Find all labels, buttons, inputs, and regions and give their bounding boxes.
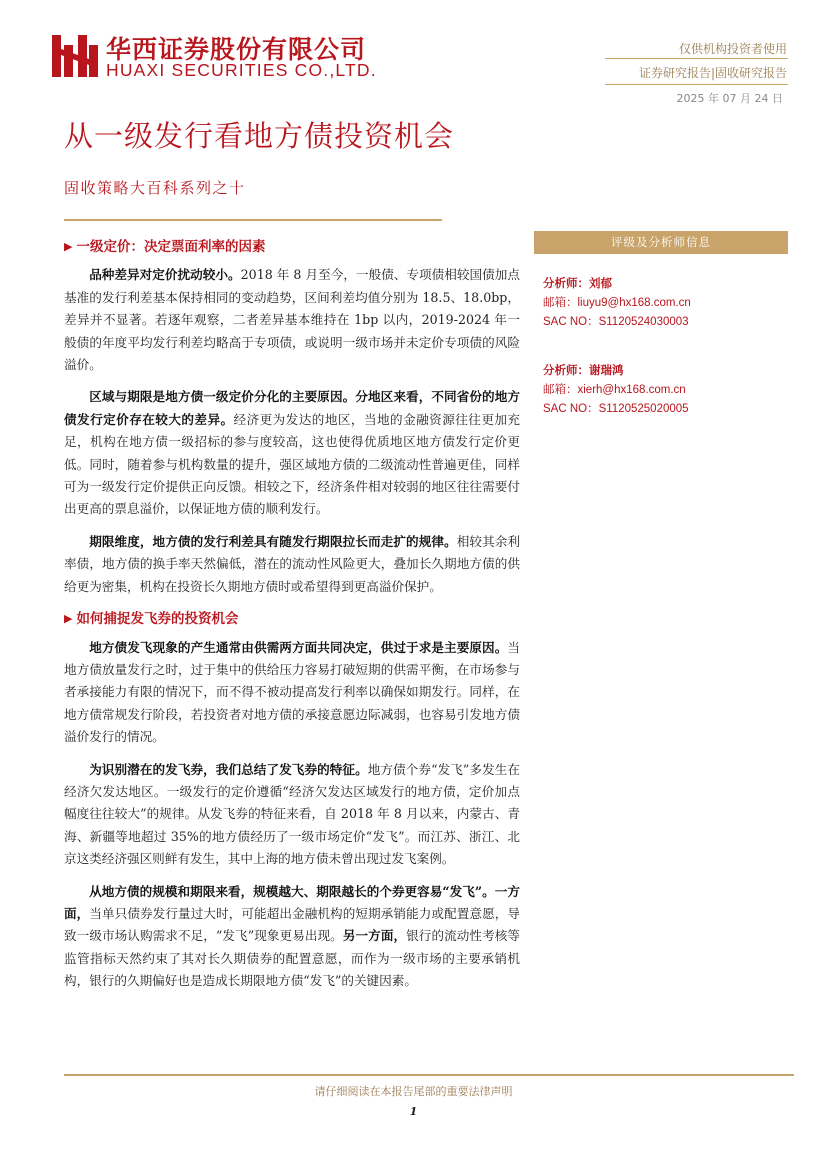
- usage-note: 仅供机构投资者使用: [678, 42, 787, 56]
- section-heading: [64, 236, 520, 258]
- analyst-sac: SAC NO：S1120525020005: [543, 403, 689, 415]
- triangle-right-icon: ▶: [64, 240, 73, 253]
- paragraph-lead: 区域与期限是地方债一级定价分化的主要原因。分地区来看，不同省份的地方债发行定价存在较大的差异。: [64, 389, 520, 427]
- paragraph: [64, 881, 520, 993]
- report-subtitle: 固收策略大百科系列之十: [64, 179, 246, 197]
- company-name-en: HUAXI SECURITIES CO.,LTD.: [106, 60, 377, 80]
- paragraph-text: 2018 年 8 月至今，一般债、专项债相较国债加点基准的发行利差基本保持相同的变动趋势，区间利差均值分别为 18.5、18.0bp，差异并不显著。若逐年观察，二者差异基本维持在 1bp 以内，2019-2024 年一般债的年度平均发行利差均略高于专项债，或说明一级市场并未定价专项债的风险溢价。: [64, 267, 521, 373]
- main-content: [64, 236, 520, 1003]
- section-heading-text: 如何捕捉发飞券的投资机会: [76, 611, 239, 628]
- triangle-right-icon: ▶: [64, 612, 73, 626]
- email-link[interactable]: liuyu9@hx168.com.cn: [577, 297, 691, 309]
- paragraph: [64, 531, 520, 598]
- paragraph-text: 当单只债券发行量过大时，可能超出金融机构的短期承销能力或配置意愿，导致一级市场认购需求不足，“发飞”现象更易出现。: [64, 905, 521, 944]
- analyst-card: [543, 361, 788, 419]
- page-number: 1: [409, 1105, 418, 1118]
- paragraph-text: 经济更为发达的地区，当地的金融资源往往更加充足，机构在地方债一级招标的参与度较高，这也使得优质地区地方债发行定价更低。同时，随着参与机构数量的提升，强区域地方债的二级流动性普遍更佳，同样可为一级发行定价提供正向反馈。相较之下，经济条件相对较弱的地区往往需要付出更高的票息溢价，以保证地方债的顺利发行。: [64, 411, 521, 517]
- paragraph-text: 银行的流动性考核等监管指标天然约束了其对长久期债券的配置意愿，而作为一级市场的主要承销机构，银行的久期偏好也是造成长期限地方债“发飞”的关键因素。: [64, 928, 521, 989]
- analyst-sac: SAC NO：S1120524030003: [543, 316, 689, 328]
- report-title: 从一级发行看地方债投资机会: [64, 119, 455, 153]
- header-divider: [605, 58, 788, 59]
- legal-notice: 请仔细阅读在本报告尾部的重要法律声明: [314, 1085, 513, 1098]
- paragraph-lead: 为识别潜在的发飞券，我们总结了发飞券的特征。: [89, 761, 368, 777]
- paragraph-text: 当地方债放量发行之时，过于集中的供给压力容易打破短期的供需平衡，在市场参与者承接能力有限的情况下，而不得不被动提高发行利率以确保如期发行。同样，在地方债常规发行阶段，若投资者对地方债的承接意愿边际减弱，也容易引发地方债溢价发行的情况。: [64, 639, 520, 745]
- header-divider: [605, 84, 788, 85]
- analyst-name: 分析师：谢瑞鸿: [543, 363, 624, 377]
- paragraph: [64, 759, 520, 871]
- paragraph-text: 相较其余利率债，地方债的换手率天然偏低，潜在的流动性风险更大，叠加长久期地方债的供给更为密集，机构在投资长久期地方债时或希望得到更高溢价保护。: [64, 533, 521, 594]
- email-link[interactable]: xierh@hx168.com.cn: [577, 384, 686, 396]
- report-type: 证券研究报告|固收研究报告: [638, 66, 787, 80]
- sidebar-heading: 评级及分析师信息: [534, 231, 788, 254]
- paragraph: [64, 264, 520, 376]
- paragraph-text: 地方债个券“发飞”多发生在经济欠发达地区。一级发行的定价遵循“经济欠发达区域发行的地方债，定价加点幅度往往较大”的规律。从发飞券的特征来看，自 2018 年 8 月以来，内蒙古、青海、新疆等地超过 35%的地方债经历了一级市场定价“发飞”。而江苏、浙江、北京这类经济强区则鲜有发生，其中上海的地方债未曾出现过发飞案例。: [64, 761, 520, 867]
- email-label: 邮箱：: [543, 384, 578, 396]
- paragraph-lead: 地方债发飞现象的产生通常由供需两方面共同决定，供过于求是主要原因。: [89, 639, 508, 655]
- paragraph: [64, 637, 520, 749]
- email-label: 邮箱：: [543, 297, 578, 309]
- analyst-email: [543, 380, 788, 400]
- paragraph-lead: 另一方面，: [342, 928, 407, 944]
- title-rule: [64, 219, 442, 221]
- analyst-sidebar: [534, 231, 788, 419]
- analyst-card: [543, 274, 788, 332]
- company-name-cn: 华西证券股份有限公司: [106, 35, 367, 64]
- analyst-name: 分析师：刘郁: [543, 276, 612, 290]
- report-date: 2025 年 07 月 24 日: [676, 92, 783, 105]
- section-heading: [64, 608, 520, 630]
- footer-rule: [64, 1074, 794, 1076]
- section-heading-text: 一级定价：决定票面利率的因素: [76, 239, 266, 255]
- paragraph-lead: 期限维度，地方债的发行利差具有随发行期限拉长而走扩的规律。: [89, 533, 457, 549]
- huaxi-logo-icon: [52, 33, 98, 79]
- paragraph-lead: 从地方债的规模和期限来看，规模越大、期限越长的个券更容易“发飞”。一方面，: [64, 883, 520, 921]
- paragraph-lead: 品种差异对定价扰动较小。: [89, 267, 241, 283]
- paragraph: [64, 386, 520, 520]
- analyst-email: [543, 293, 788, 313]
